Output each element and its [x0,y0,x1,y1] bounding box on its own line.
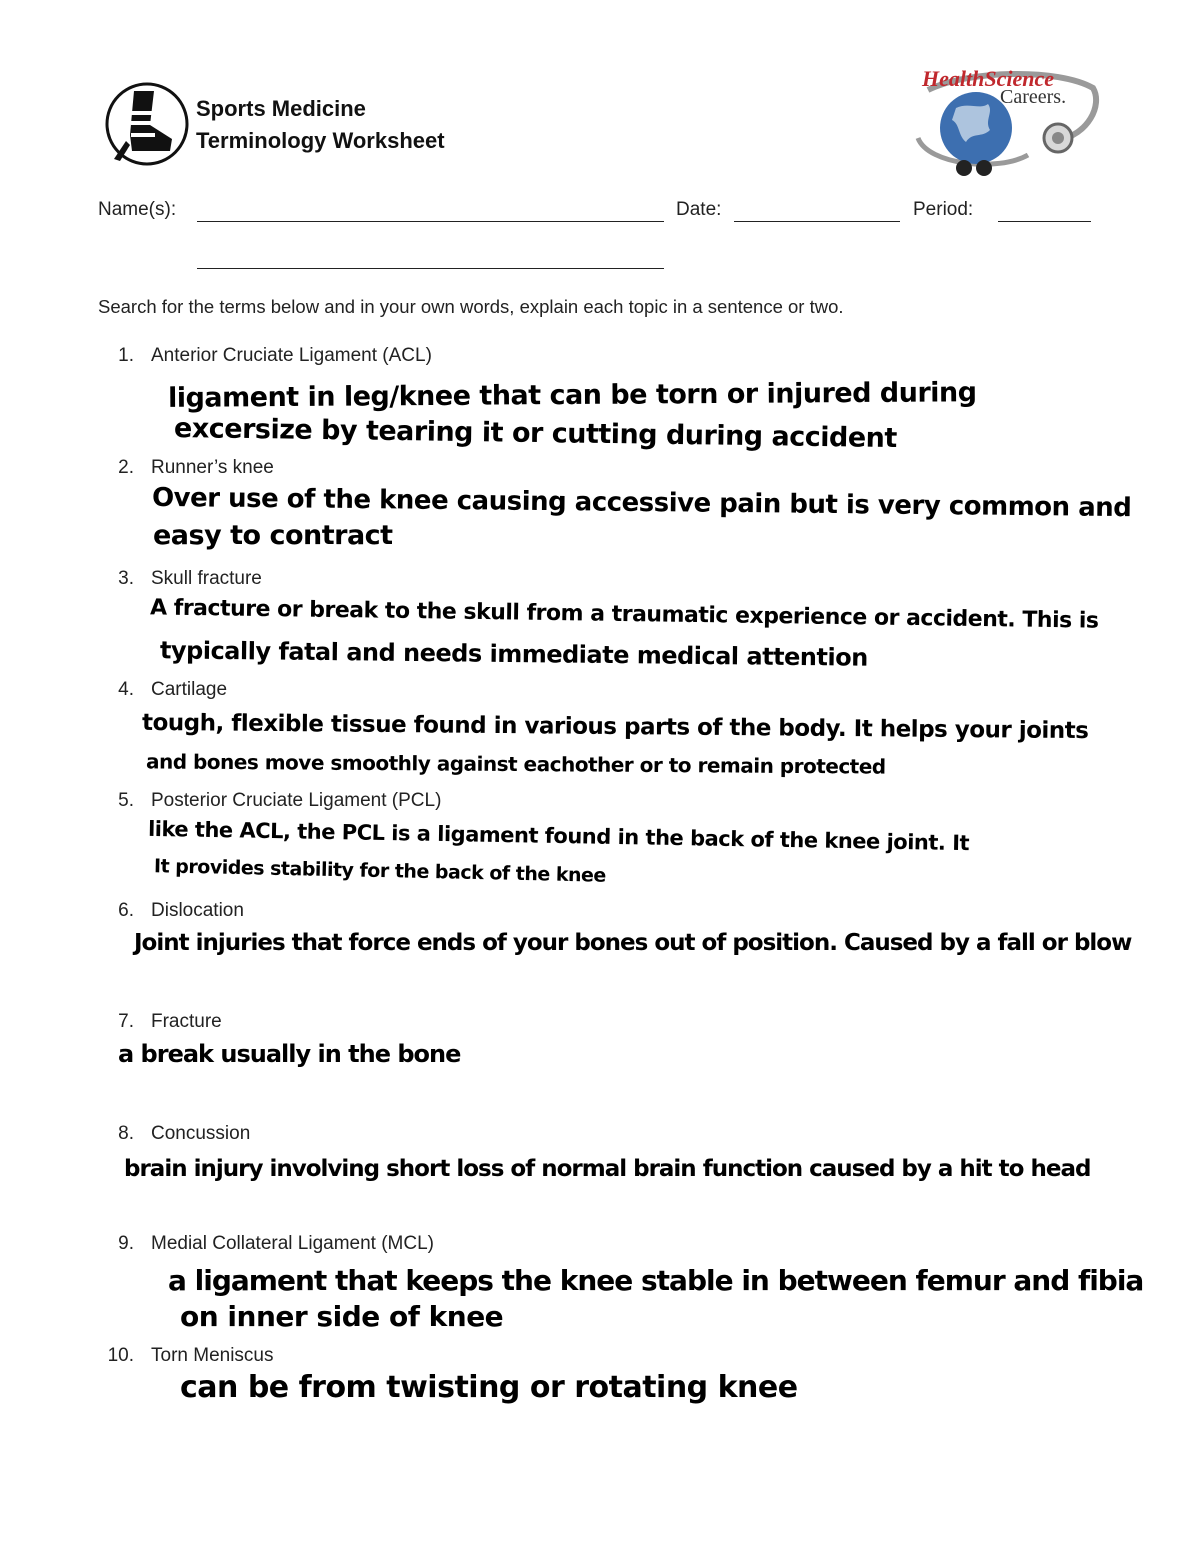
handwritten-answer-line: can be from twisting or rotating knee [180,1370,798,1405]
date-label: Date: [676,199,722,220]
handwritten-answer-line: a ligament that keeps the knee stable in between femur and fibia [168,1264,1144,1297]
logo-brand-line2: Careers. [1000,86,1067,108]
period-label: Period: [913,199,974,220]
question-number: 7. [118,1011,134,1032]
handwritten-answer-line: It provides stability for the back of the knee [153,855,607,887]
period-field-line[interactable] [998,221,1091,222]
question-number: 8. [118,1123,134,1144]
health-science-careers-logo [908,60,1108,178]
handwritten-answer-line: on inner side of knee [180,1300,504,1333]
question-term: Cartilage [151,679,228,700]
question-term: Torn Meniscus [151,1345,274,1366]
question-term: Fracture [151,1011,222,1032]
handwritten-answer-line: A fracture or break to the skull from a traumatic experience or accident. This is [149,595,1099,634]
handwritten-answer-line: and bones move smoothly against eachother or to remain protected [145,749,886,779]
handwritten-answer-line: easy to contract [153,520,393,551]
question-number: 6. [118,900,134,921]
names-label: Name(s): [98,199,177,220]
question-term: Dislocation [151,900,244,921]
handwritten-answer-line: brain injury involving short loss of normal brain function caused by a hit to head [124,1156,1091,1182]
handwritten-answer-line: ligament in leg/knee that can be torn or injured during [167,377,977,414]
handwritten-answer-line: typically fatal and needs immediate medical attention [159,636,868,672]
date-field-line[interactable] [734,221,900,222]
handwritten-answer-line: tough, flexible tissue found in various parts of the body. It helps your joints [141,709,1089,745]
question-term: Concussion [151,1123,251,1144]
instructions: Search for the terms below and in your own words, explain each topic in a sentence or two. [98,296,844,317]
handwritten-answer-line: excersize by tearing it or cutting during accident [173,412,897,455]
handwritten-answer-line: a break usually in the bone [118,1040,461,1068]
names-field-line-1[interactable] [197,221,664,222]
question-number: 10. [107,1345,134,1366]
question-number: 5. [118,790,134,811]
worksheet-title-line2: Terminology Worksheet [196,128,445,153]
question-number: 4. [118,679,134,700]
names-field-line-2[interactable] [197,268,664,269]
question-term: Anterior Cruciate Ligament (ACL) [151,345,432,366]
sports-medicine-logo [104,81,190,167]
handwritten-answer-line: Joint injuries that force ends of your bones out of position. Caused by a fall or blow [134,930,1132,956]
question-term: Skull fracture [151,568,262,589]
handwritten-answer-line: like the ACL, the PCL is a ligament found in the back of the knee joint. It [147,816,970,856]
question-term: Medial Collateral Ligament (MCL) [151,1233,434,1254]
question-term: Runner’s knee [151,457,274,478]
foot-icon [104,81,190,167]
question-term: Posterior Cruciate Ligament (PCL) [151,790,442,811]
question-number: 1. [118,345,134,366]
question-number: 2. [118,457,134,478]
worksheet-title-line1: Sports Medicine [196,96,366,121]
question-number: 9. [118,1233,134,1254]
question-number: 3. [118,568,134,589]
handwritten-answer-line: Over use of the knee causing accessive pain but is very common and [151,482,1132,524]
logo-brand-line1: HealthScience [922,66,1054,91]
